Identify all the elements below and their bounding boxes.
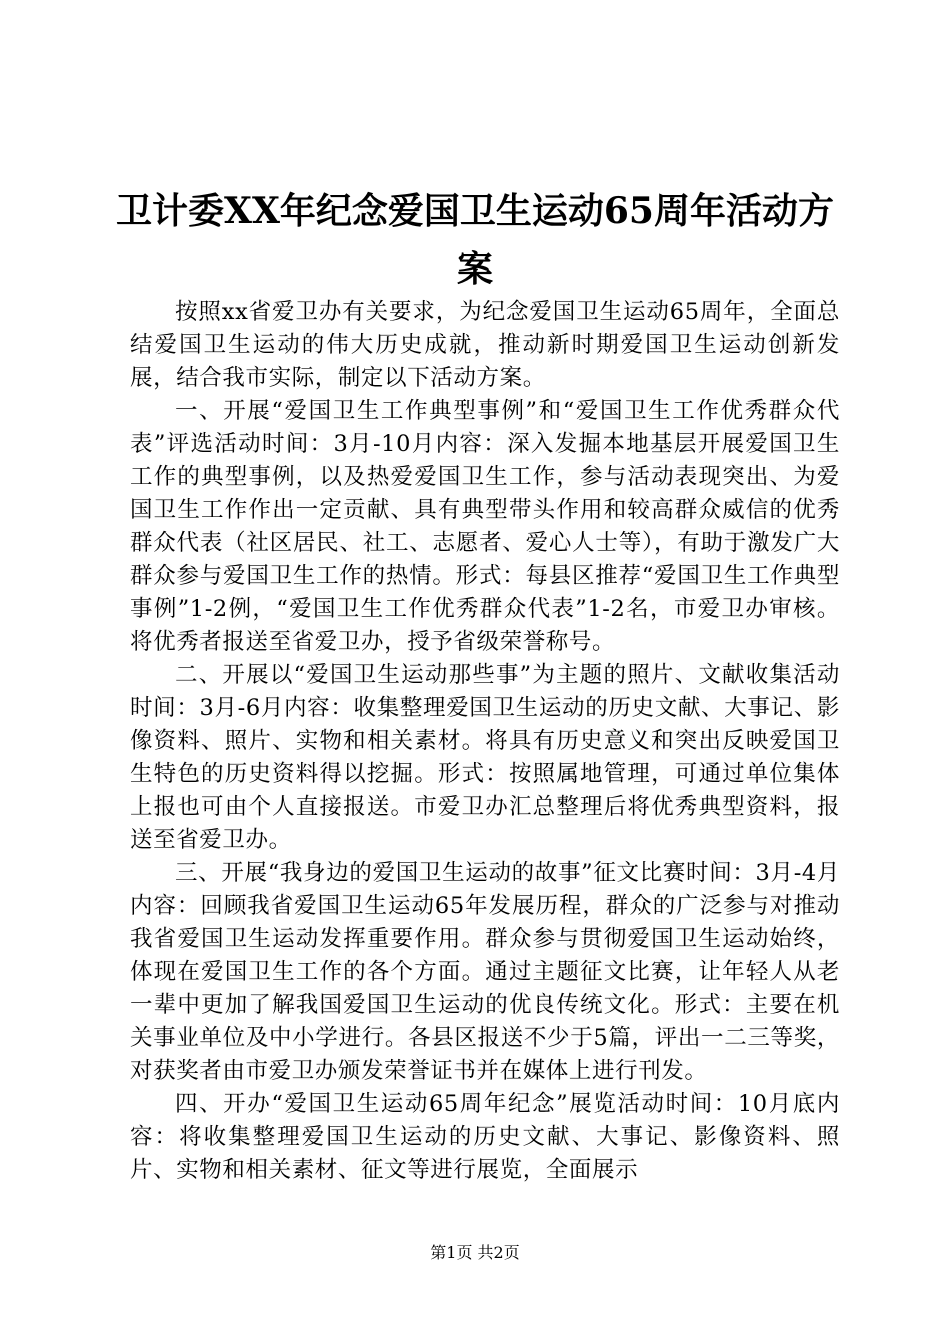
document-body xyxy=(130,296,840,1187)
paragraph-section-2: 二、开展以“爱国卫生运动那些事”为主题的照片、文献收集活动时间：3月-6月内容：收集整理爱国卫生运动的历史文献、大事记、影像资料、照片、实物和相关素材。将具有历史意义和突出反映爱国卫生特色的历史资料得以挖掘。形式：按照属地管理，可通过单位集体上报也可由个人直接报送。市爱卫办汇总整理后将优秀典型资料，报送至省爱卫办。 xyxy=(130,662,840,853)
paragraph-intro: 按照xx省爱卫办有关要求，为纪念爱国卫生运动65周年，全面总结爱国卫生运动的伟大历史成就，推动新时期爱国卫生运动创新发展，结合我市实际，制定以下活动方案。 xyxy=(130,299,840,391)
paragraph-section-3: 三、开展“我身边的爱国卫生运动的故事”征文比赛时间：3月-4月内容：回顾我省爱国卫生运动65年发展历程，群众的广泛参与对推动我省爱国卫生运动发挥重要作用。群众参与贯彻爱国卫生运动始终，体现在爱国卫生工作的各个方面。通过主题征文比赛，让年轻人从老一辈中更加了解我国爱国卫生运动的优良传统文化。形式：主要在机关事业单位及中小学进行。各县区报送不少于5篇，评出一二三等奖，对获奖者由市爱卫办颁发荣誉证书并在媒体上进行刊发。 xyxy=(130,860,840,1084)
paragraph-section-4: 四、开办“爱国卫生运动65周年纪念”展览活动时间：10月底内容：将收集整理爱国卫生运动的历史文献、大事记、影像资料、照片、实物和相关素材、征文等进行展览，全面展示 xyxy=(130,1091,840,1183)
document-title: 卫计委XX年纪念爱国卫生运动65周年活动方案 xyxy=(116,190,834,290)
page-number-footer: 第1页 共2页 xyxy=(430,1243,520,1262)
paragraph-section-1: 一、开展“爱国卫生工作典型事例”和“爱国卫生工作优秀群众代表”评选活动时间：3月-10月内容：深入发掘本地基层开展爱国卫生工作的典型事例，以及热爱爱国卫生工作，参与活动表现突出、为爱国卫生工作作出一定贡献、具有典型带头作用和较高群众威信的优秀群众代表（社区居民、社工、志愿者、爱心人士等），有助于激发广大群众参与爱国卫生工作的热情。形式：每县区推荐“爱国卫生工作典型事例”1-2例，“爱国卫生工作优秀群众代表”1-2名，市爱卫办审核。将优秀者报送至省爱卫办，授予省级荣誉称号。 xyxy=(130,398,840,655)
